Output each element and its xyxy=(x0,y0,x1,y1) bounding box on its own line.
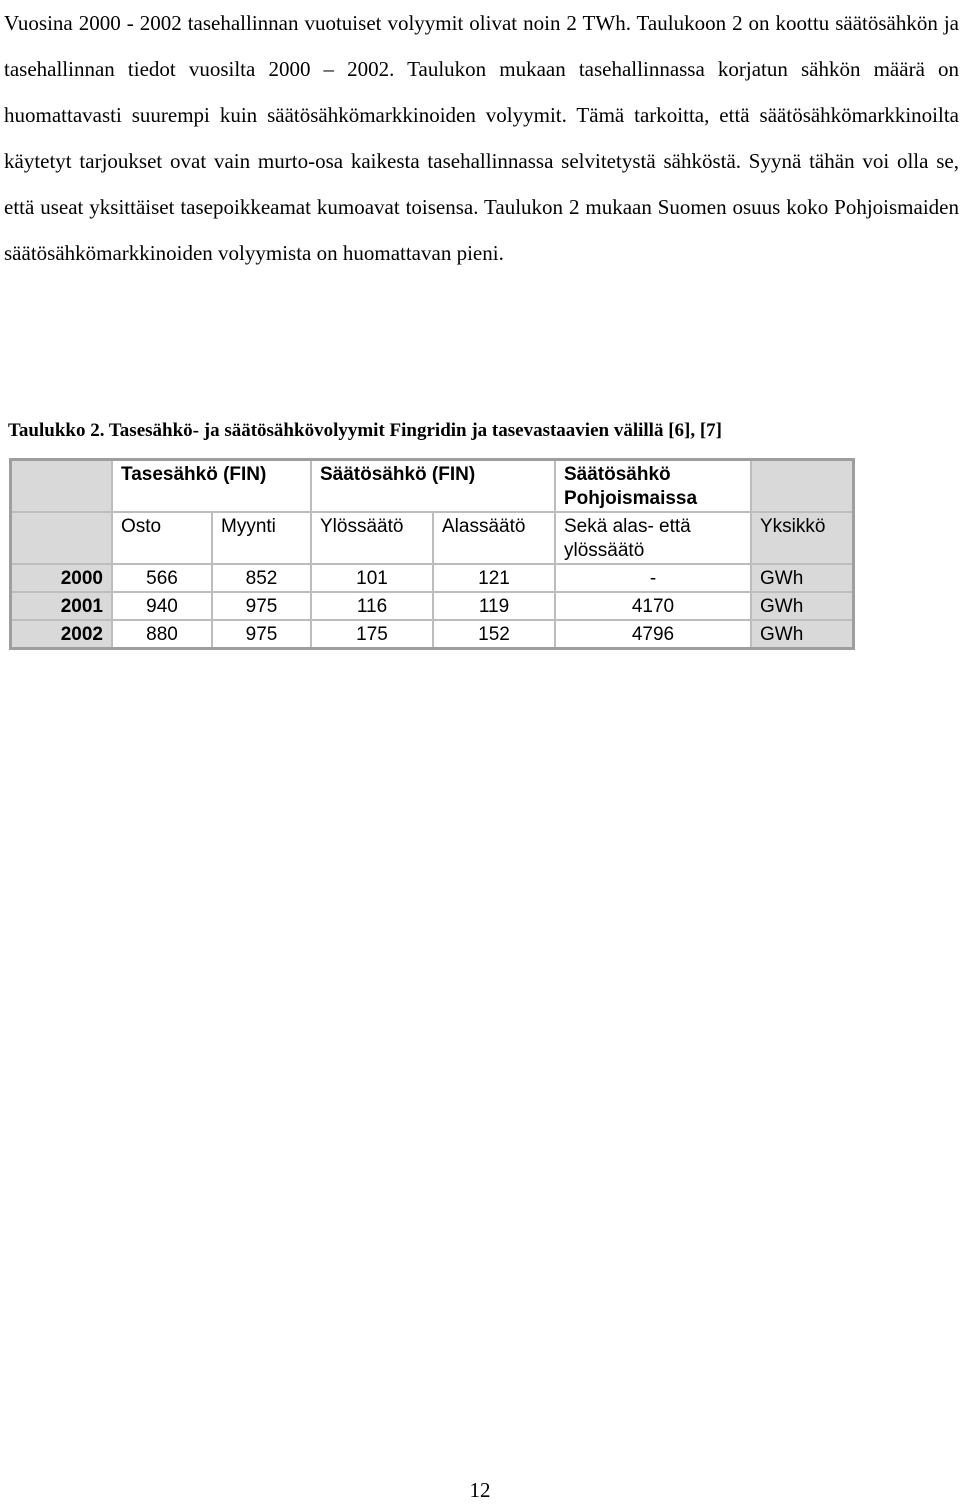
page-number: 12 xyxy=(469,1478,491,1502)
volume-table xyxy=(9,458,855,650)
header-unit-blank xyxy=(752,461,852,513)
header-myynti: Myynti xyxy=(213,513,312,565)
cell-pohjoismaat: 4170 xyxy=(556,593,752,621)
cell-osto: 566 xyxy=(113,565,213,593)
cell-osto: 940 xyxy=(113,593,213,621)
header-osto: Osto xyxy=(113,513,213,565)
table-row xyxy=(12,593,852,621)
cell-alas: 119 xyxy=(434,593,556,621)
cell-unit: GWh xyxy=(752,593,852,621)
table-caption: Taulukko 2. Tasesähkö- ja säätösähkövolyymit Fingridin ja tasevastaavien välillä [6], [7] xyxy=(8,420,723,441)
cell-myynti: 852 xyxy=(213,565,312,593)
table-row xyxy=(12,565,852,593)
table-header-row-groups xyxy=(12,461,852,513)
cell-pohjoismaat: - xyxy=(556,565,752,593)
row-year: 2001 xyxy=(12,593,113,621)
cell-ylos: 175 xyxy=(312,621,434,647)
header-seka: Sekä alas- että ylössäätö xyxy=(556,513,752,565)
header-corner-cell xyxy=(12,461,113,513)
body-paragraph: Vuosina 2000 - 2002 tasehallinnan vuotuiset volyymit olivat noin 2 TWh. Taulukoon 2 on koottu säätösähkön ja tasehallinnan tiedot vuosilta 2000 – 2002. Taulukon mukaan tasehallinnassa korjatun sähkön määrä on huomattavasti suurempi kuin säätösähkömarkkinoiden volyymit. Tämä tarkoitta, että säätösähkömarkkinoilta käytetyt tarjoukset ovat vain murto-osa kaikesta tasehallinnassa selvitetystä sähköstä. Syynä tähän voi olla se, että useat yksittäiset tasepoikkeamat kumoavat toisensa. Taulukon 2 mukaan Suomen osuus koko Pohjoismaiden säätösähkömarkkinoiden volyymista on huomattavan pieni. xyxy=(4,11,959,265)
row-year: 2000 xyxy=(12,565,113,593)
cell-pohjoismaat: 4796 xyxy=(556,621,752,647)
row-year: 2002 xyxy=(12,621,113,647)
header-tasesahko: Tasesähkö (FIN) xyxy=(113,461,312,513)
cell-myynti: 975 xyxy=(213,621,312,647)
cell-unit: GWh xyxy=(752,621,852,647)
header-alassaato: Alassäätö xyxy=(434,513,556,565)
cell-osto: 880 xyxy=(113,621,213,647)
table-row xyxy=(12,621,852,647)
header-saatosahko: Säätösähkö (FIN) xyxy=(312,461,556,513)
header-corner-cell-2 xyxy=(12,513,113,565)
table-header-row-sub xyxy=(12,513,852,565)
cell-unit: GWh xyxy=(752,565,852,593)
cell-ylos: 101 xyxy=(312,565,434,593)
header-yksikko: Yksikkö xyxy=(752,513,852,565)
header-pohjoismaissa: Säätösähkö Pohjoismaissa xyxy=(556,461,752,513)
cell-alas: 152 xyxy=(434,621,556,647)
header-ylossaato: Ylössäätö xyxy=(312,513,434,565)
cell-ylos: 116 xyxy=(312,593,434,621)
cell-alas: 121 xyxy=(434,565,556,593)
cell-myynti: 975 xyxy=(213,593,312,621)
